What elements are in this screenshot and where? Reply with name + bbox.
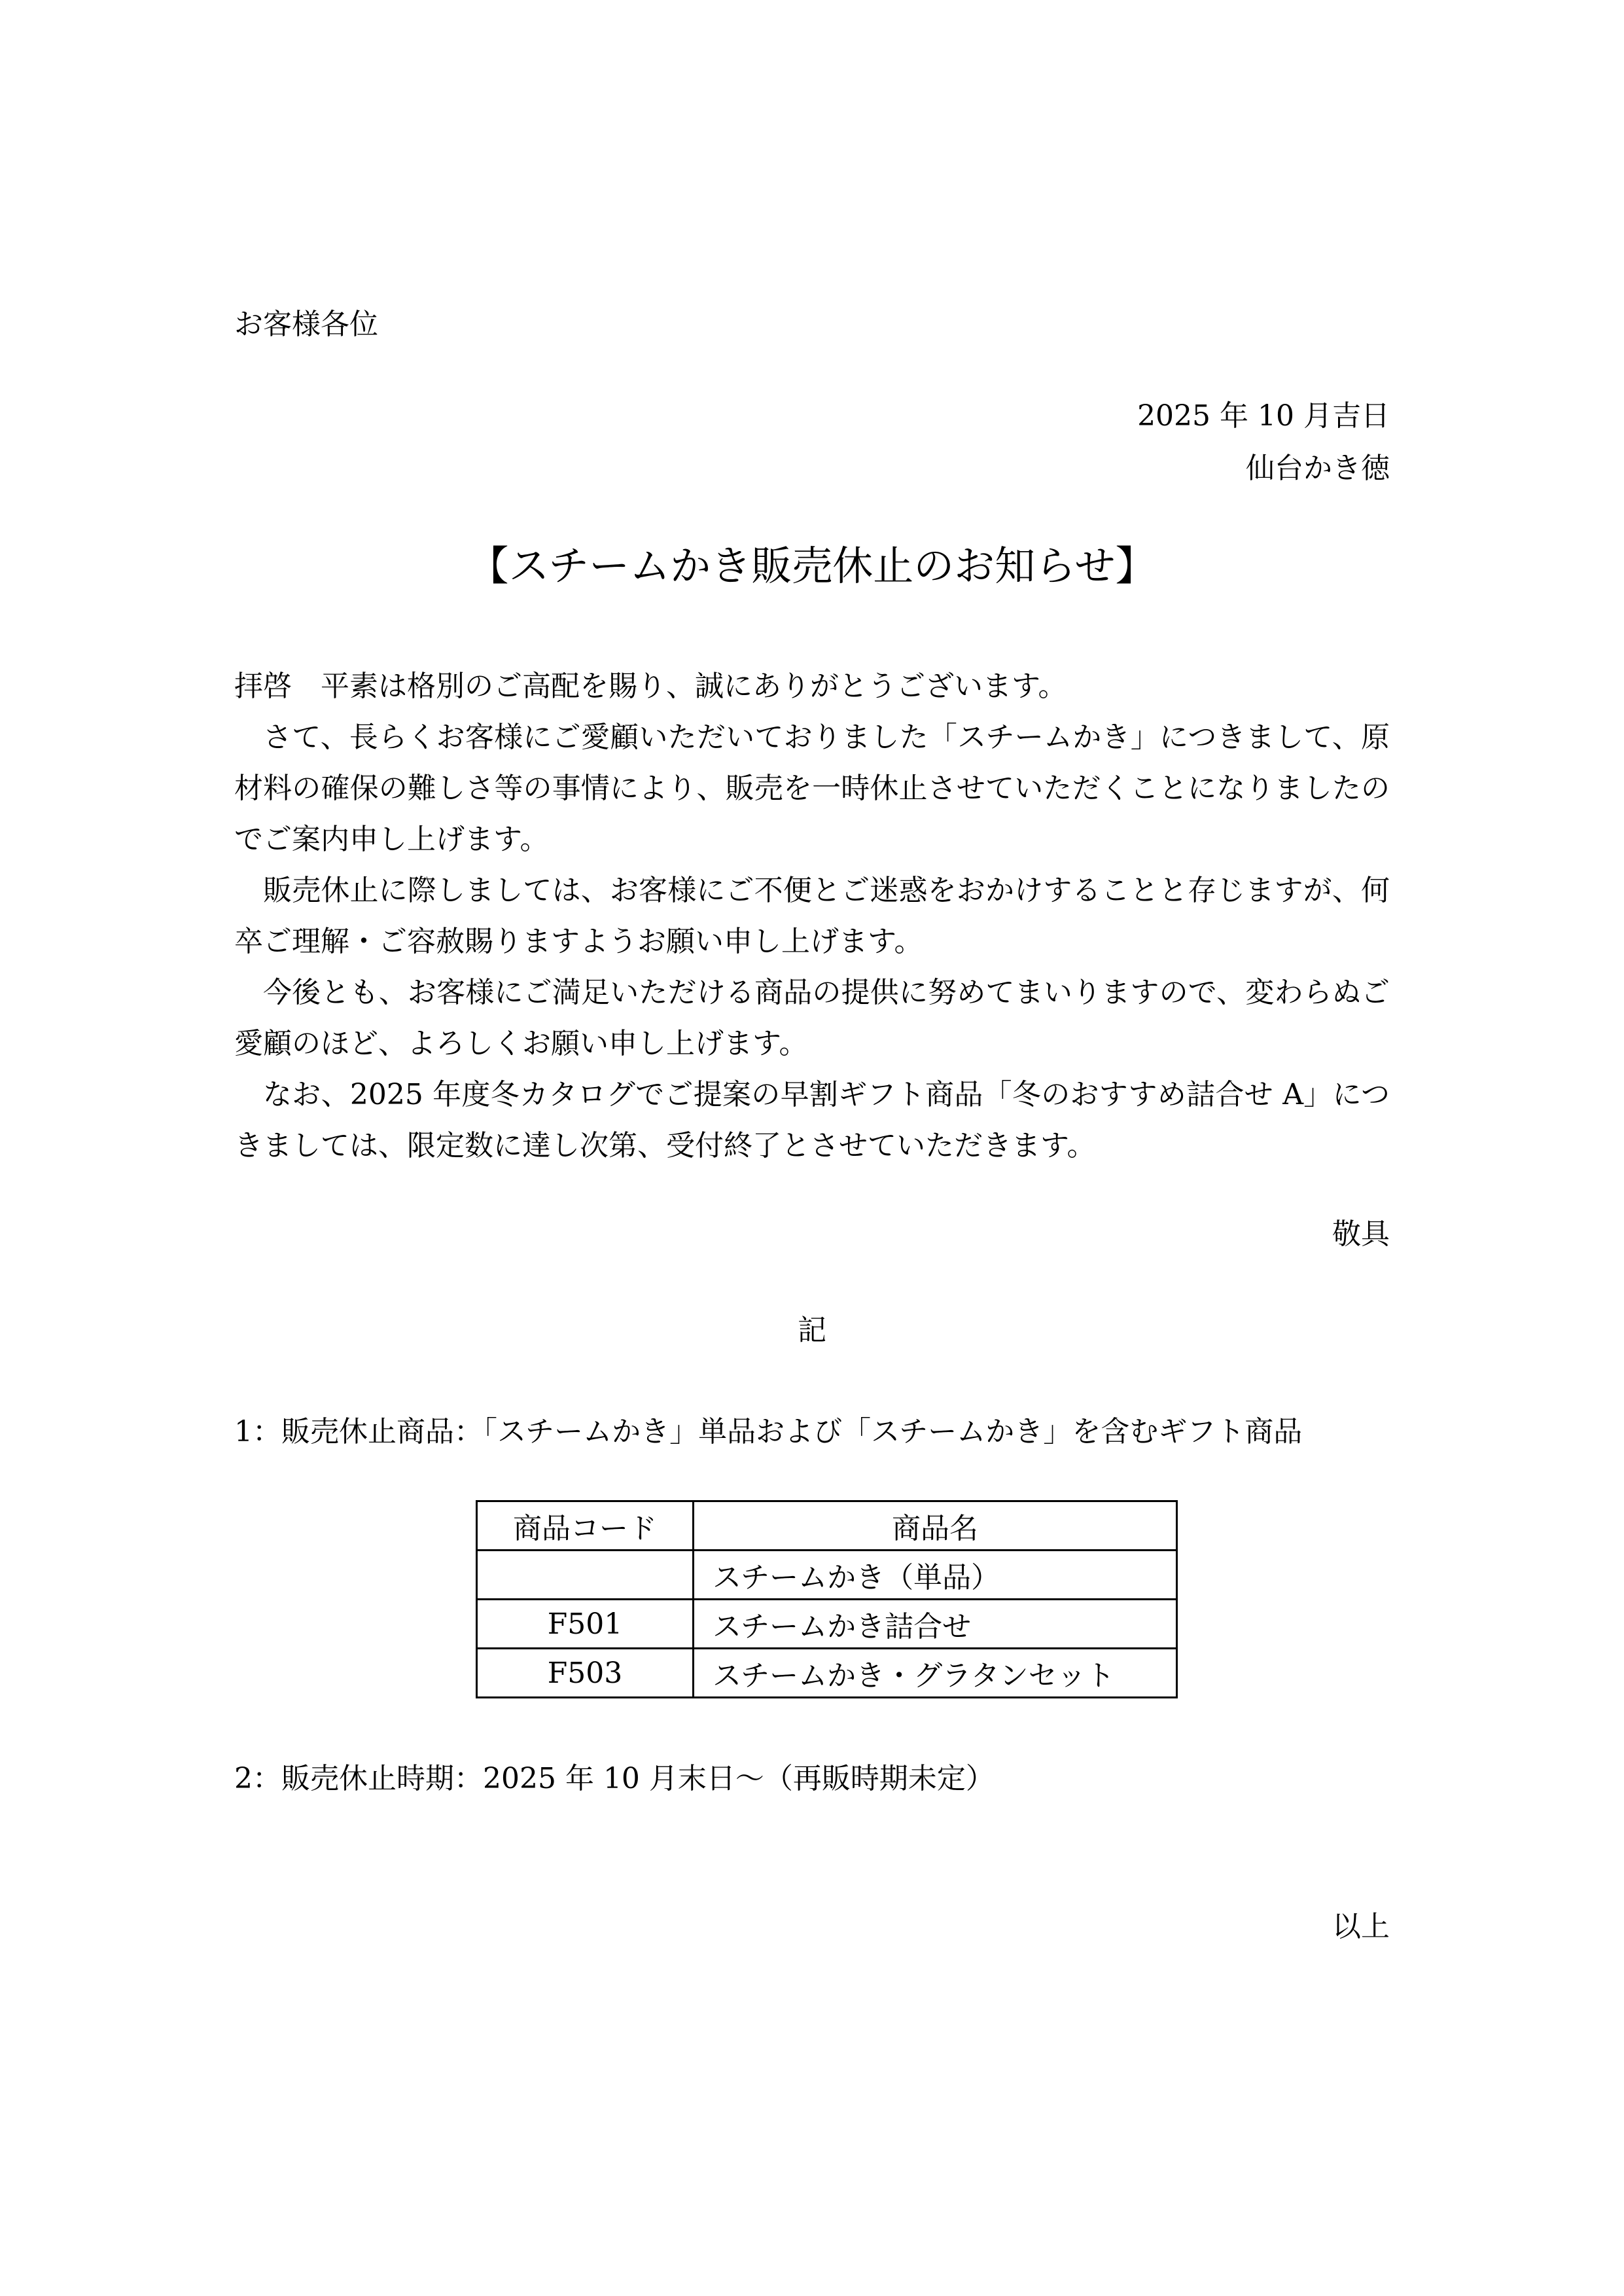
product-table [476,1500,1178,1698]
cell-name: スチームかき（単品） [694,1551,1177,1600]
header-code: 商品コード [477,1501,694,1551]
paragraph: 今後とも、お客様にご満足いただける商品の提供に努めてまいりますので、変わらぬご愛顧のほど、よろしくお願い申し上げます。 [234,976,1390,1060]
table-row [477,1551,1177,1600]
date: 2025 年 10 月吉日 [1137,399,1390,433]
item-2: 2：販売休止時期：2025 年 10 月末日〜（再販時期未定） [234,1762,995,1795]
table-row [477,1600,1177,1649]
cell-code [477,1551,694,1600]
item-1: 1：販売休止商品：「スチームかき」単品および「スチームかき」を含むギフト商品 [234,1415,1303,1448]
greeting: 拝啓 平素は格別のご高配を賜り、誠にありがとうございます。 [234,670,1067,703]
cell-code: F503 [477,1649,694,1698]
paragraph: さて、長らくお客様にご愛顧いただいておりました「スチームかき」につきまして、原材料の確保の難しさ等の事情により、販売を一時休止させていただくことになりましたのでご案内申し上げます。 [234,721,1390,856]
paragraph: なお、2025 年度冬カタログでご提案の早割ギフト商品「冬のおすすめ詰合せ A」につきましては、限定数に達し次第、受付終了とさせていただきます。 [234,1078,1390,1162]
page-title: 【スチームかき販売休止のお知らせ】 [468,542,1156,590]
closing: 敬具 [1332,1217,1390,1251]
table-row [477,1649,1177,1698]
cell-code: F501 [477,1600,694,1649]
header-name: 商品名 [694,1501,1177,1551]
table-header-row [477,1501,1177,1551]
cell-name: スチームかき・グラタンセット [694,1649,1177,1698]
end-mark: 以上 [1332,1910,1390,1943]
recipient: お客様各位 [234,308,378,341]
ki-heading: 記 [798,1314,826,1347]
cell-name: スチームかき詰合せ [694,1600,1177,1649]
body-text [234,661,1390,1172]
sender: 仙台かき徳 [1246,452,1390,485]
paragraph: 販売休止に際しましては、お客様にご不便とご迷惑をおかけすることと存じますが、何卒ご理解・ご容赦賜りますようお願い申し上げます。 [234,874,1390,958]
